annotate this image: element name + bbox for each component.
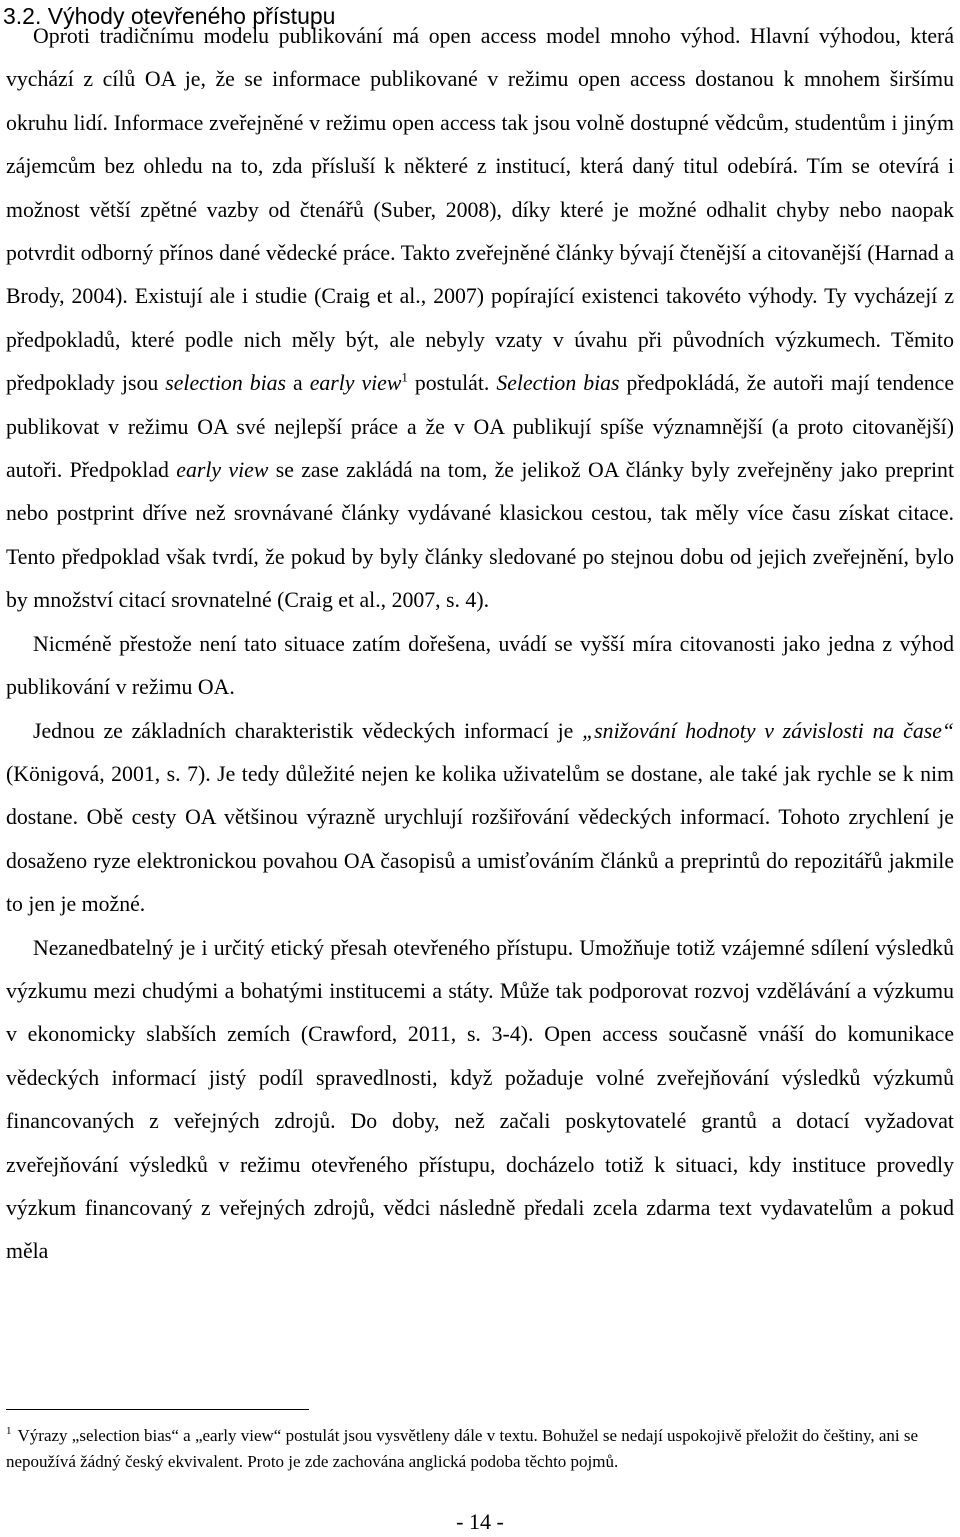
footnote-divider	[6, 1409, 309, 1410]
paragraph	[6, 15, 954, 623]
text-run: předpokládá, že autoři mají tendence publikovat v režimu OA své nejlepší práce a že v OA publikují spíše významnější (a proto citovanější) autoři. Předpoklad	[6, 371, 955, 483]
text-run: a	[286, 371, 310, 396]
paragraph	[6, 623, 954, 710]
text-run: (Königová, 2001, s. 7). Je tedy důležité nejen ke kolika uživatelům se dostane, ale také jak rychle se k nim dostane. Obě cesty OA většinou výrazně urychlují rozšiřování vědeckých informací. Tohoto zrychlení je dosaženo ryze elektronickou povahou OA časopisů a umisťováním článků a preprintů do repozitářů jakmile to jen je možné.	[6, 761, 954, 917]
italic-term: „snižování hodnoty v závislosti na čase“	[582, 718, 954, 743]
italic-term: Selection bias	[496, 371, 620, 396]
footnote-text: Výrazy „selection bias“ a „early view“ postulát jsou vysvětleny dále v textu. Bohužel se nedají uspokojivě přeložit do češtiny, ani se nepoužívá žádný český ekvivalent. Proto je zde zachována anglická podoba těchto pojmů.	[6, 1426, 919, 1471]
text-run: Nezanedbatelný je i určitý etický přesah otevřeného přístupu. Umožňuje totiž vzájemné sdílení výsledků výzkumu mezi chudými a bohatými institucemi a státy. Může tak podporovat rozvoj vzdělávání a výzkumu v ekonomicky slabších zemích (Crawford, 2011, s. 3-4). Open access současně vnáší do komunikace vědeckých informací jistý podíl spravedlnosti, když požaduje volné zveřejňování výsledků výzkumů financovaných z veřejných zdrojů. Do doby, než začali poskytovatelé grantů a dotací vyžadovat zveřejňování výsledků v režimu otevřeného přístupu, docházelo totiž k situaci, kdy instituce provedly výzkum financovaný z veřejných zdrojů, vědci následně předali zcela zdarma text vydavatelům a pokud měla	[6, 935, 954, 1264]
footnote	[6, 1423, 936, 1475]
text-run: se zase zakládá na tom, že jelikož OA články byly zveřejněny jako preprint nebo postprint dříve než srovnávané články vydávané klasickou cestou, tak měly více času získat citace. Tento předpoklad však tvrdí, že pokud by byly články sledované po stejnou dobu od jejich zveřejnění, bylo by množství citací srovnatelné (Craig et al., 2007, s. 4).	[6, 458, 955, 613]
body-text	[6, 15, 954, 1274]
page-number: - 14 -	[456, 1509, 504, 1534]
paragraph	[6, 710, 954, 927]
italic-term: early view	[309, 371, 402, 396]
italic-term: selection bias	[165, 371, 287, 396]
paragraph	[6, 927, 954, 1274]
footnote-mark: 1	[6, 1425, 12, 1438]
text-run: Jednou ze základních charakteristik vědeckých informací je	[33, 718, 583, 743]
footnote-reference: 1	[401, 369, 408, 385]
italic-term: early view	[176, 458, 269, 483]
text-run: Oproti tradičnímu modelu publikování má open access model mnoho výhod. Hlavní výhodou, která vychází z cílů OA je, že se informace publikované v režimu open access dostanou k mnohem širšímu okruhu lidí. Informace zveřejněné v režimu open access tak jsou volně dostupné vědcům, studentům i jiným zájemcům bez ohledu na to, zda přísluší k některé z institucí, která daný titul odebírá. Tím se otevírá i možnost větší zpětné vazby od čtenářů (Suber, 2008), díky které je možné odhalit chyby nebo naopak potvrdit odborný přínos dané vědecké práce. Takto zveřejněné články bývají čtenější a citovanější (Harnad a Brody, 2004). Existují ale i studie (Craig et al., 2007) popírající existenci takovéto výhody. Ty vycházejí z předpokladů, které podle nich měly být, ale nebyly vzaty v úvahu při původních výzkumech. Těmito předpoklady jsou	[6, 24, 954, 396]
text-run: Nicméně přestože není tato situace zatím dořešena, uvádí se vyšší míra citovanosti jako jedna z výhod publikování v režimu OA.	[6, 631, 954, 700]
text-run: postulát.	[407, 371, 497, 396]
section-heading: 3.2. Výhody otevřeného přístupu	[3, 3, 336, 29]
